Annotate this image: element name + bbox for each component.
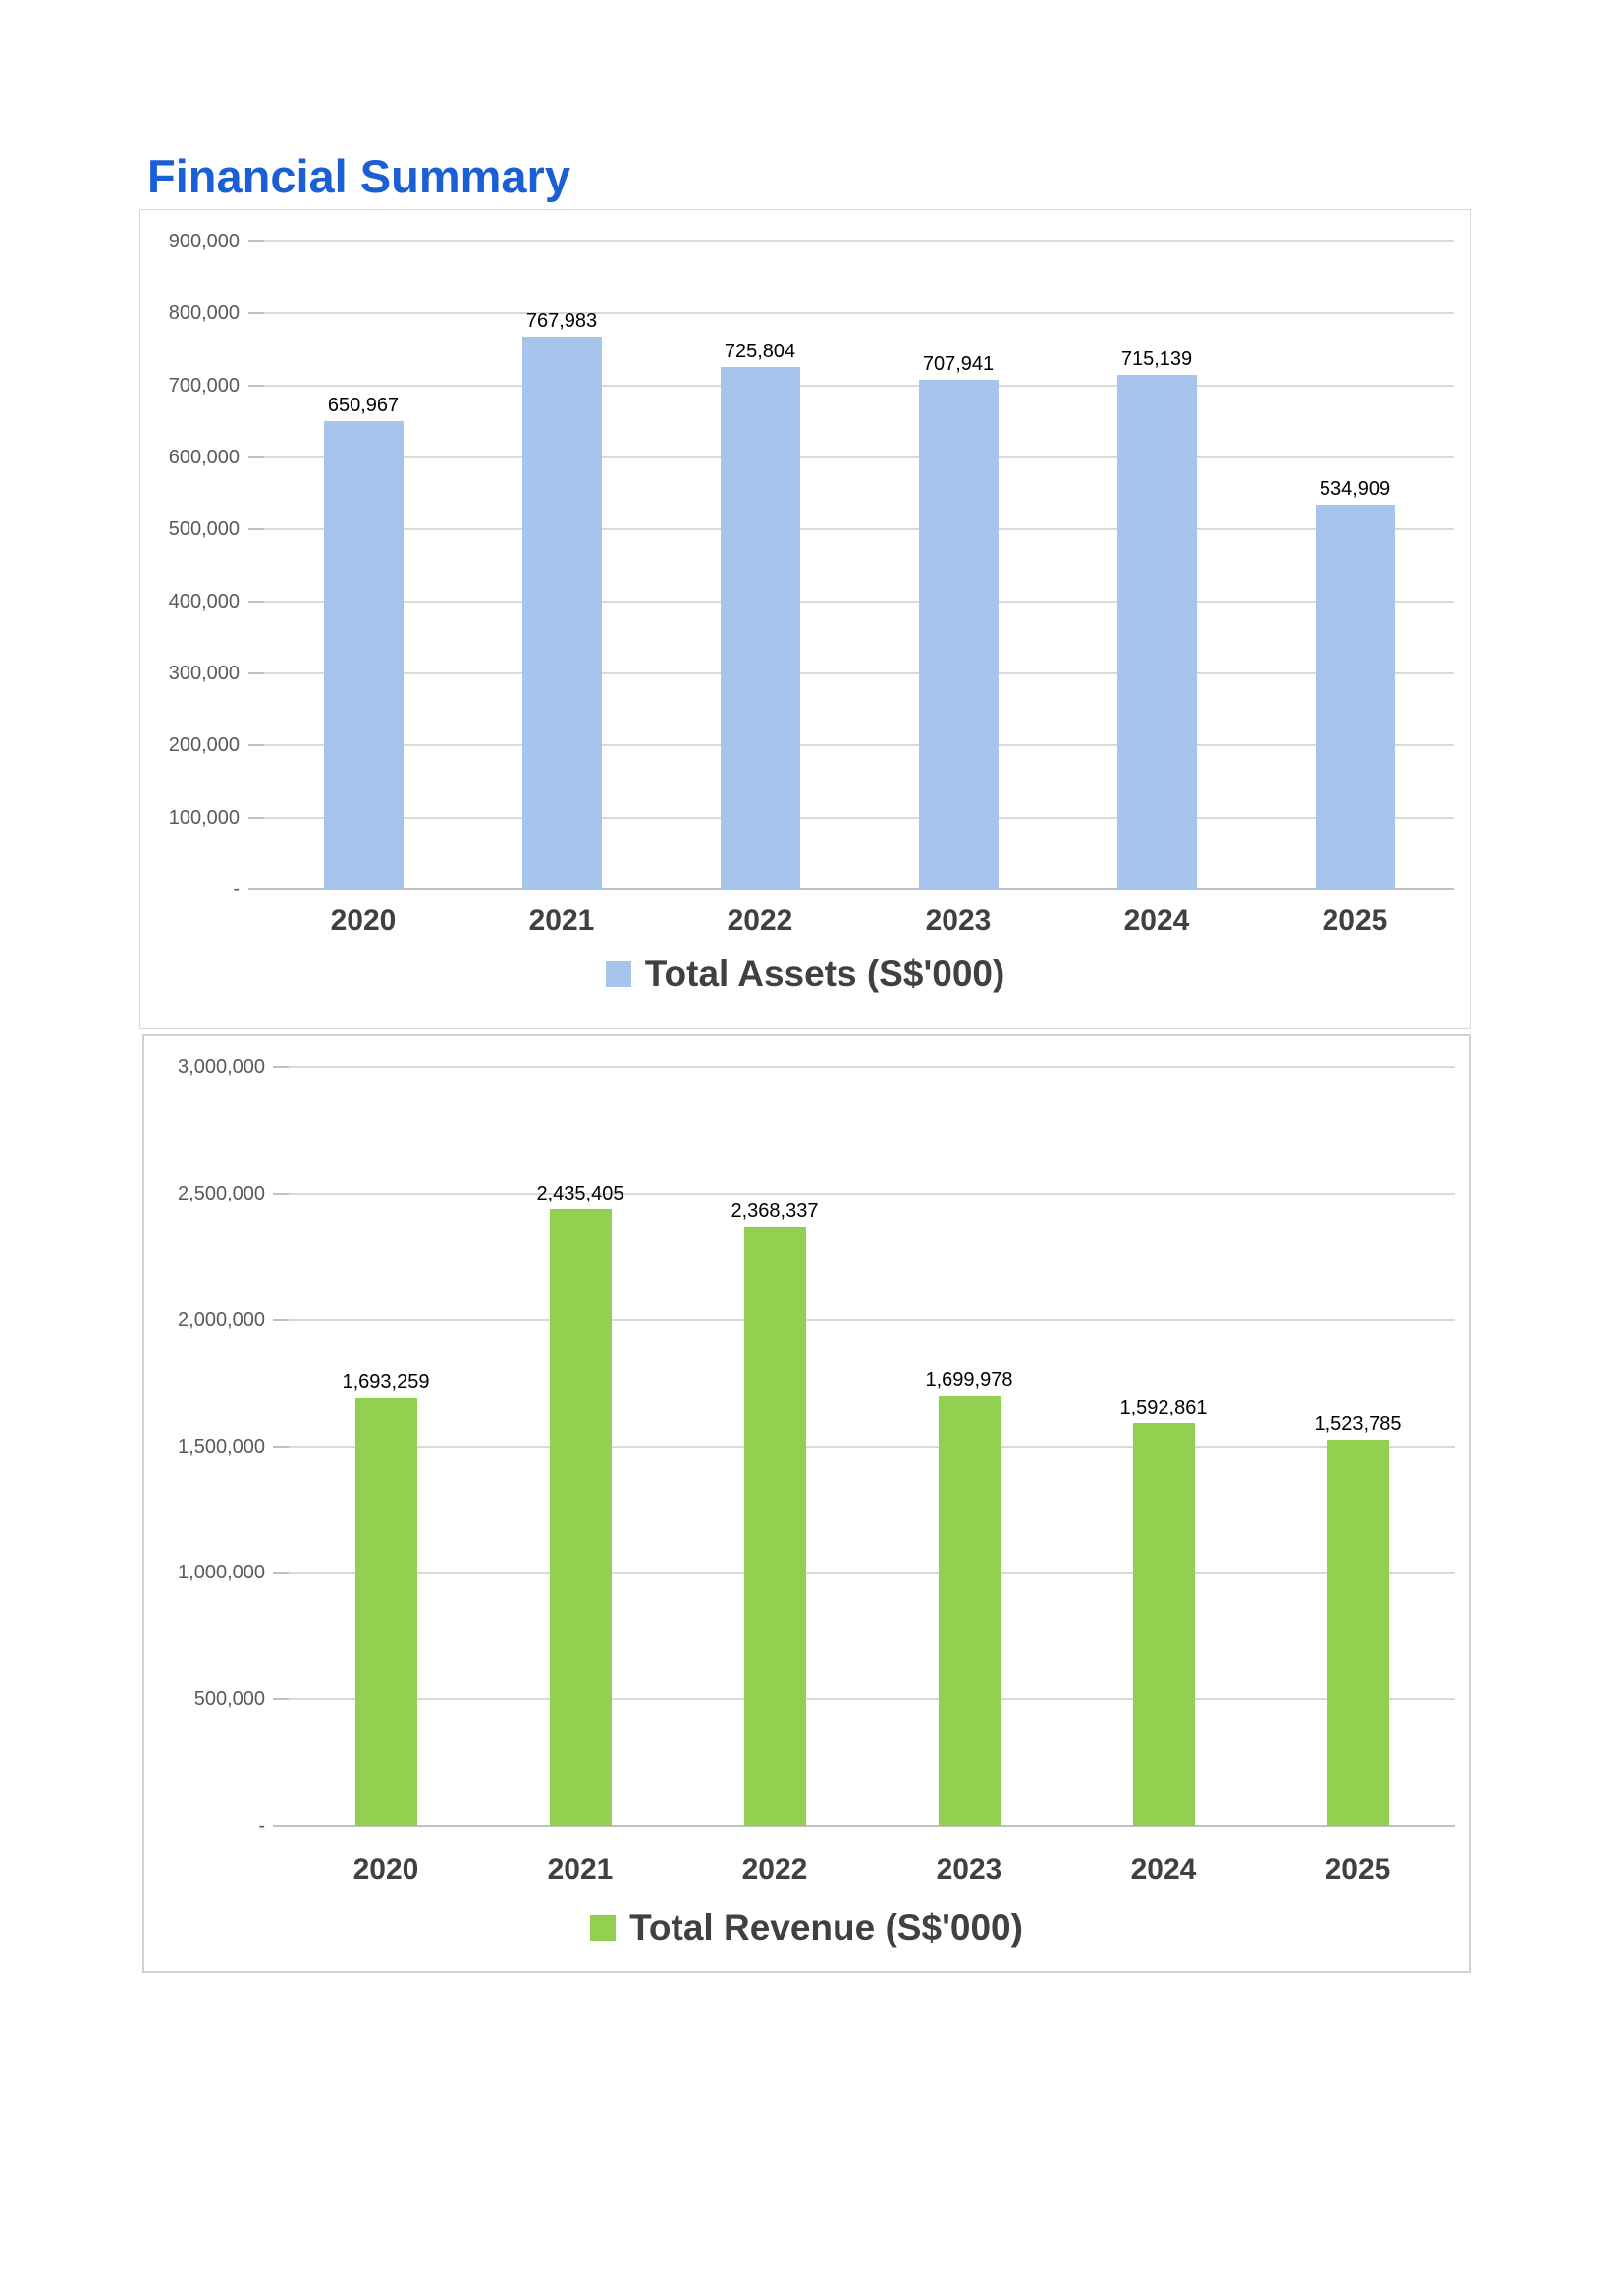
legend-swatch-icon <box>606 961 631 987</box>
legend-label: Total Revenue (S$'000) <box>629 1907 1023 1948</box>
y-axis-tick-label: 1,000,000 <box>178 1562 265 1584</box>
bar-value-label: 2,435,405 <box>536 1183 624 1205</box>
y-axis-tick-label: 2,500,000 <box>178 1182 265 1204</box>
y-axis-tickmark <box>273 1319 289 1321</box>
x-axis-label: 2020 <box>352 1853 419 1886</box>
bar-value-label: 650,967 <box>327 394 400 416</box>
x-axis-label: 2023 <box>936 1853 1002 1886</box>
total-revenue-chart <box>142 1034 1471 1973</box>
y-axis-tick-label: 400,000 <box>168 590 240 613</box>
y-axis-tickmark <box>248 240 264 242</box>
y-axis-tick-label: 700,000 <box>168 374 240 397</box>
bar-2024 <box>1117 375 1197 889</box>
bar-2025 <box>1316 505 1395 889</box>
bar-value-label: 767,983 <box>525 309 598 332</box>
x-axis-label: 2021 <box>528 904 595 936</box>
y-axis-tickmark <box>273 1446 289 1448</box>
x-axis-line <box>264 888 1454 890</box>
bar-value-label: 707,941 <box>922 352 995 375</box>
y-axis-tick-label: - <box>233 879 240 900</box>
bar-2023 <box>919 380 999 889</box>
gridline <box>289 1446 1455 1448</box>
gridline <box>264 312 1454 314</box>
y-axis-tickmark <box>273 1572 289 1574</box>
bar-value-label: 1,592,861 <box>1119 1396 1208 1418</box>
y-axis-tickmark <box>248 312 264 314</box>
bar-2024 <box>1133 1423 1195 1826</box>
y-axis-tick-label: 100,000 <box>168 806 240 828</box>
gridline <box>289 1066 1455 1068</box>
bar-value-label: 715,139 <box>1120 347 1193 370</box>
y-axis-tick-label: 600,000 <box>168 447 240 468</box>
x-axis-label: 2021 <box>547 1853 614 1886</box>
gridline <box>264 744 1454 746</box>
legend-label: Total Assets (S$'000) <box>644 953 1005 993</box>
y-axis-tickmark <box>248 888 264 890</box>
gridline <box>289 1572 1455 1574</box>
y-axis-tick-label: 500,000 <box>193 1688 265 1711</box>
gridline <box>264 672 1454 674</box>
bar-2020 <box>324 421 404 889</box>
x-axis-label: 2025 <box>1325 1853 1391 1886</box>
y-axis-tickmark <box>248 385 264 387</box>
y-axis-tickmark <box>248 744 264 746</box>
bar-2021 <box>522 337 602 889</box>
y-axis-tickmark <box>248 817 264 819</box>
bar-2022 <box>744 1227 806 1826</box>
bar-value-label: 534,909 <box>1319 477 1391 500</box>
bar-2022 <box>721 367 800 889</box>
gridline <box>289 1319 1455 1321</box>
bar-value-label: 1,699,978 <box>925 1368 1013 1391</box>
y-axis-tickmark <box>248 601 264 603</box>
x-axis-line <box>289 1825 1455 1827</box>
y-axis-tick-label: 900,000 <box>168 231 240 252</box>
y-axis-tick-label: 800,000 <box>168 302 240 325</box>
bar-2020 <box>355 1398 417 1826</box>
y-axis-tick-label: 2,000,000 <box>178 1308 265 1331</box>
gridline <box>264 601 1454 603</box>
legend-swatch-icon <box>590 1915 616 1941</box>
bar-2025 <box>1327 1440 1389 1826</box>
page-title: Financial Summary <box>147 150 570 202</box>
bar-2023 <box>939 1396 1001 1826</box>
gridline <box>264 240 1454 242</box>
y-axis-tick-label: 500,000 <box>168 518 240 541</box>
x-axis-label: 2024 <box>1123 904 1190 936</box>
y-axis-tickmark <box>273 1698 289 1700</box>
y-axis-tickmark <box>248 672 264 674</box>
gridline <box>289 1698 1455 1700</box>
bar-value-label: 1,693,259 <box>342 1370 430 1393</box>
x-axis-label: 2020 <box>330 904 397 936</box>
y-axis-tickmark <box>248 456 264 458</box>
total-assets-chart <box>139 209 1471 1029</box>
gridline <box>264 456 1454 458</box>
y-axis-tick-label: 300,000 <box>168 663 240 684</box>
y-axis-tickmark <box>273 1193 289 1195</box>
bar-value-label: 2,368,337 <box>731 1200 819 1222</box>
legend <box>140 952 1470 995</box>
gridline <box>264 528 1454 530</box>
y-axis-tick-label: 3,000,000 <box>178 1056 265 1078</box>
y-axis-tickmark <box>248 528 264 530</box>
gridline <box>264 385 1454 387</box>
x-axis-label: 2022 <box>727 904 793 936</box>
y-axis-tick-label: 200,000 <box>168 734 240 757</box>
bar-value-label: 1,523,785 <box>1314 1414 1402 1436</box>
x-axis-label: 2023 <box>925 904 992 936</box>
bar-2021 <box>550 1209 612 1826</box>
y-axis-tick-label: 1,500,000 <box>178 1435 265 1458</box>
y-axis-tick-label: - <box>258 1815 265 1837</box>
bar-value-label: 725,804 <box>724 340 796 362</box>
x-axis-label: 2025 <box>1322 904 1388 936</box>
x-axis-label: 2024 <box>1130 1853 1197 1886</box>
legend <box>144 1906 1469 1949</box>
gridline <box>289 1193 1455 1195</box>
y-axis-tickmark <box>273 1066 289 1068</box>
y-axis-tickmark <box>273 1825 289 1827</box>
x-axis-label: 2022 <box>741 1853 808 1886</box>
gridline <box>264 817 1454 819</box>
